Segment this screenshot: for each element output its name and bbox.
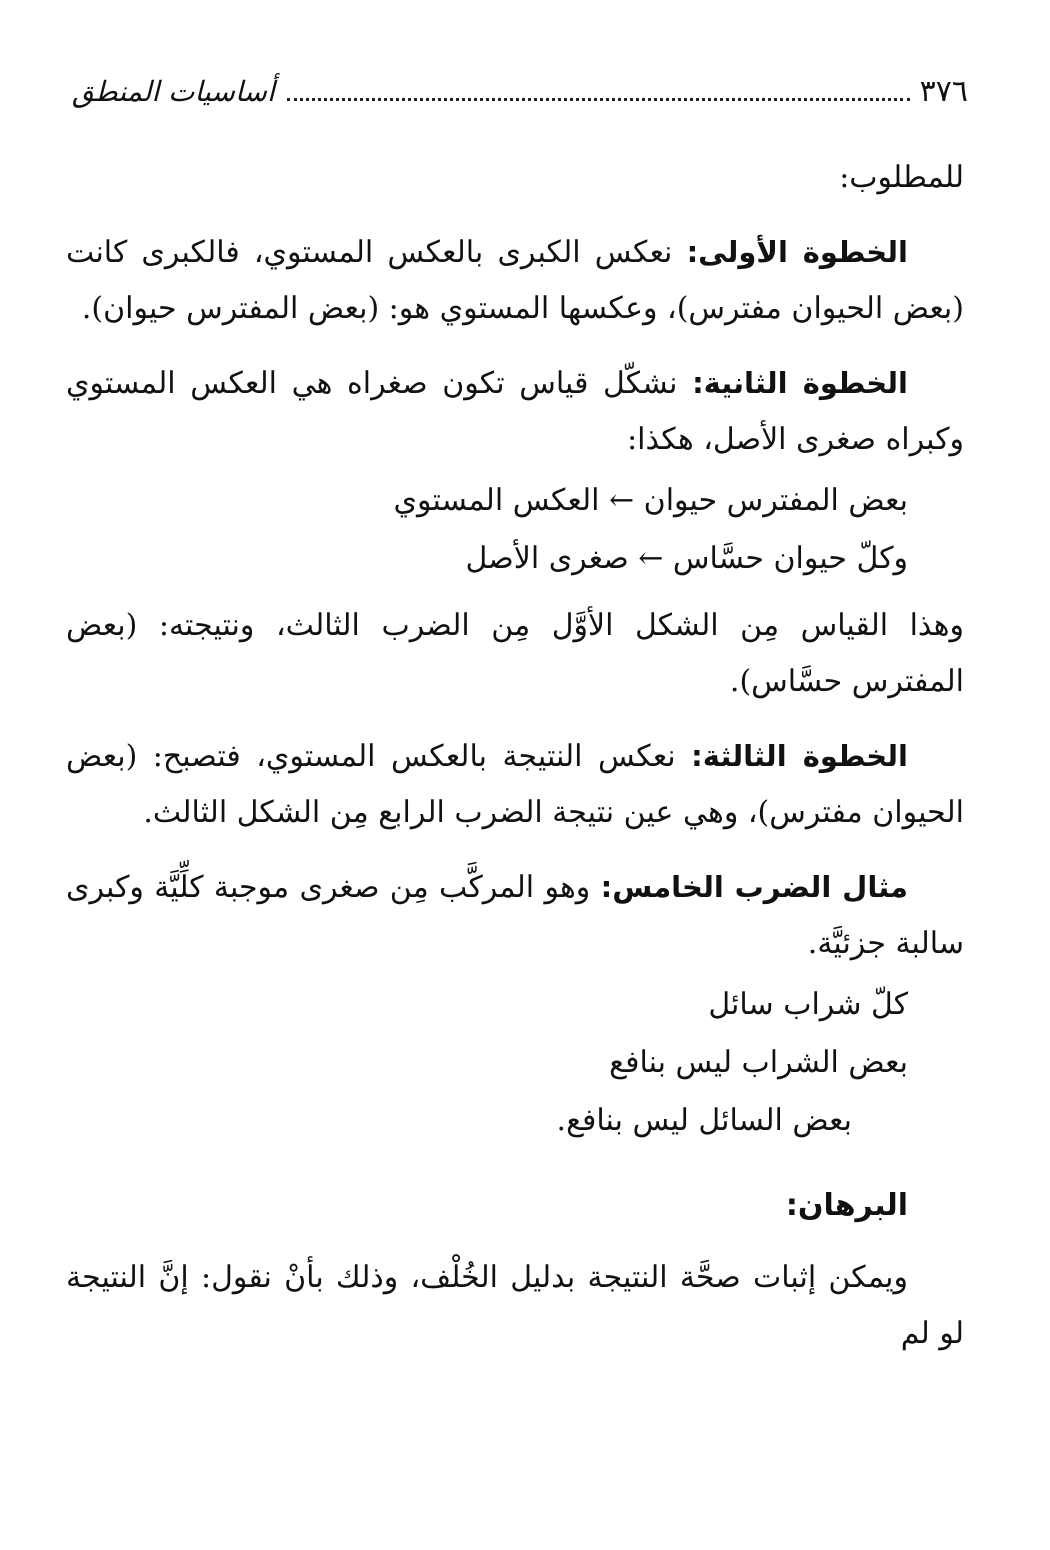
example5-syllogism <box>66 976 964 1150</box>
header-dot-leader <box>287 98 910 101</box>
proof-text: ويمكن إثبات صحَّة النتيجة بدليل الخُلْف، وذلك بأنْ نقول: إنَّ النتيجة لو لم <box>66 1260 964 1351</box>
syllogism-line: بعض المفترس حيوان ← العكس المستوي <box>393 483 908 518</box>
step1-heading: الخطوة الأولى: <box>686 235 908 269</box>
step1-paragraph <box>66 224 964 337</box>
example5-heading: مثال الضرب الخامس: <box>600 870 908 904</box>
syllogism-line: كلّ شراب سائل <box>708 987 908 1022</box>
step2-syllogism <box>66 472 964 588</box>
step3-heading: الخطوة الثالثة: <box>691 739 908 773</box>
page-number: ٣٧٦ <box>919 74 968 109</box>
proof-heading: البرهان: <box>785 1188 908 1223</box>
step2-result: وهذا القياس مِن الشكل الأوَّل مِن الضرب الثالث، ونتيجته: (بعض المفترس حسَّاس). <box>66 608 964 699</box>
intro-line: للمطلوب: <box>839 160 964 195</box>
step2-heading: الخطوة الثانية: <box>692 366 908 400</box>
book-title: أساسيات المنطق <box>72 75 275 108</box>
step3-text: نعكس النتيجة بالعكس المستوي، فتصبح: (بعض الحيوان مفترس)، وهي عين نتيجة الضرب الرابع مِن الشكل الثالث. <box>66 739 964 830</box>
step2-paragraph <box>66 355 964 468</box>
example5-text: وهو المركَّب مِن صغرى موجبة كلِّيَّة وكبرى سالبة جزئيَّة. <box>66 870 964 961</box>
step1-text: نعكس الكبرى بالعكس المستوي، فالكبرى كانت (بعض الحيوان مفترس)، وعكسها المستوي هو: (بعض المفترس حيوان). <box>66 235 964 326</box>
syllogism-line: بعض الشراب ليس بنافع <box>609 1045 908 1080</box>
step3-paragraph <box>66 728 964 841</box>
page-body <box>66 150 964 1380</box>
syllogism-line: وكلّ حيوان حسَّاس ← صغرى الأصل <box>465 541 908 576</box>
example5-paragraph <box>66 859 964 972</box>
syllogism-conclusion: بعض السائل ليس بنافع. <box>556 1103 852 1138</box>
running-header <box>72 60 968 110</box>
step2-text: نشكّل قياس تكون صغراه هي العكس المستوي وكبراه صغرى الأصل، هكذا: <box>66 366 964 457</box>
